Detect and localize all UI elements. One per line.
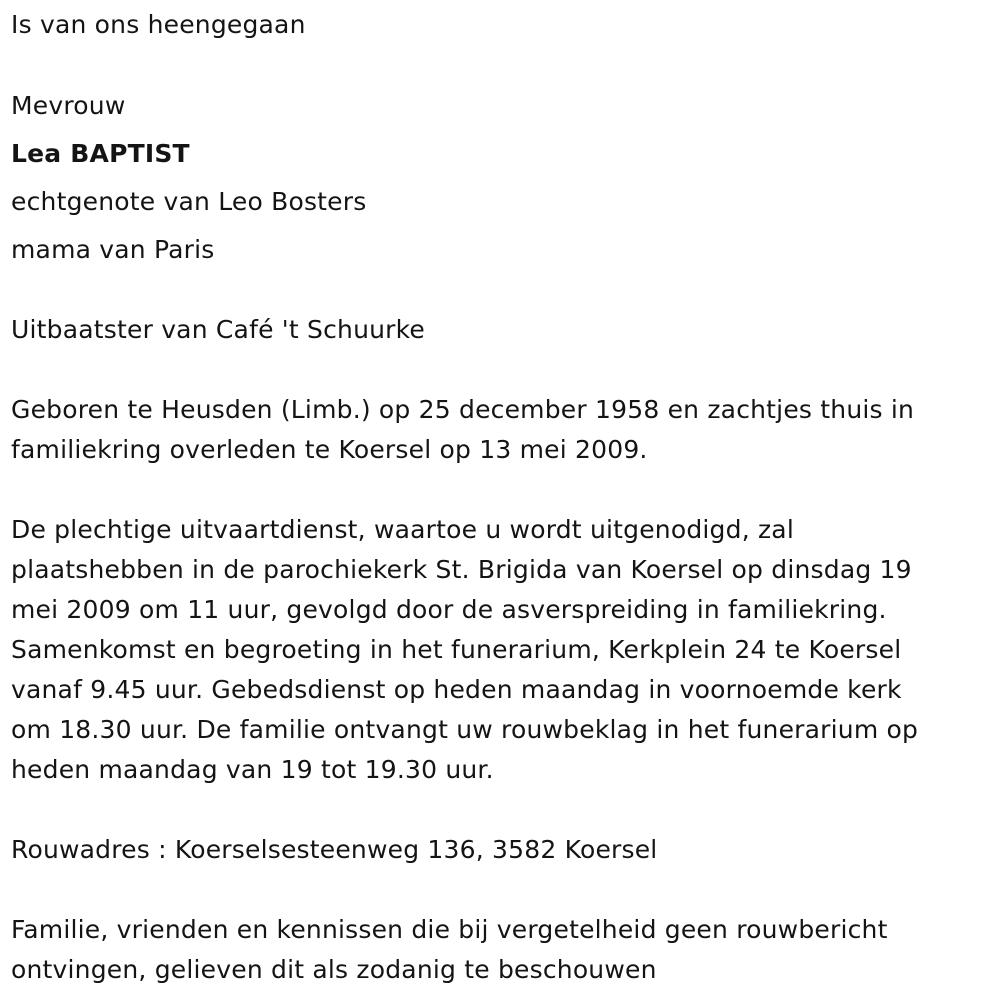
paragraph-line: familiekring overleden te Koersel op 13 mei 2009.: [11, 435, 648, 464]
intro-text: Is van ons heengegaan: [11, 10, 306, 39]
salutation: Mevrouw: [11, 91, 126, 120]
birth-death-paragraph: [11, 390, 986, 470]
occupation-line: Uitbaatster van Café 't Schuurke: [11, 315, 426, 344]
spouse-line: echtgenote van Leo Bosters: [11, 187, 367, 216]
address-line: Rouwadres : Koerselsesteenweg 136, 3582 Koersel: [11, 835, 658, 864]
closing-paragraph: [11, 910, 986, 990]
paragraph-line: ontvingen, gelieven dit als zodanig te beschouwen: [11, 955, 657, 984]
paragraph-line: Samenkomst en begroeting in het funerarium, Kerkplein 24 te Koersel: [11, 635, 902, 664]
funeral-paragraph: [11, 510, 986, 790]
paragraph-line: om 18.30 uur. De familie ontvangt uw rouwbeklag in het funerarium op: [11, 715, 919, 744]
paragraph-line: vanaf 9.45 uur. Gebedsdienst op heden maandag in voornoemde kerk: [11, 675, 902, 704]
paragraph-line: De plechtige uitvaartdienst, waartoe u wordt uitgenodigd, zal: [11, 515, 794, 544]
paragraph-line: mei 2009 om 11 uur, gevolgd door de asverspreiding in familiekring.: [11, 595, 887, 624]
paragraph-line: heden maandag van 19 tot 19.30 uur.: [11, 755, 494, 784]
paragraph-line: Familie, vrienden en kennissen die bij vergetelheid geen rouwbericht: [11, 915, 888, 944]
deceased-name: Lea BAPTIST: [11, 139, 190, 168]
paragraph-line: Geboren te Heusden (Limb.) op 25 december 1958 en zachtjes thuis in: [11, 395, 915, 424]
paragraph-line: plaatshebben in de parochiekerk St. Brigida van Koersel op dinsdag 19: [11, 555, 912, 584]
child-line: mama van Paris: [11, 235, 215, 264]
